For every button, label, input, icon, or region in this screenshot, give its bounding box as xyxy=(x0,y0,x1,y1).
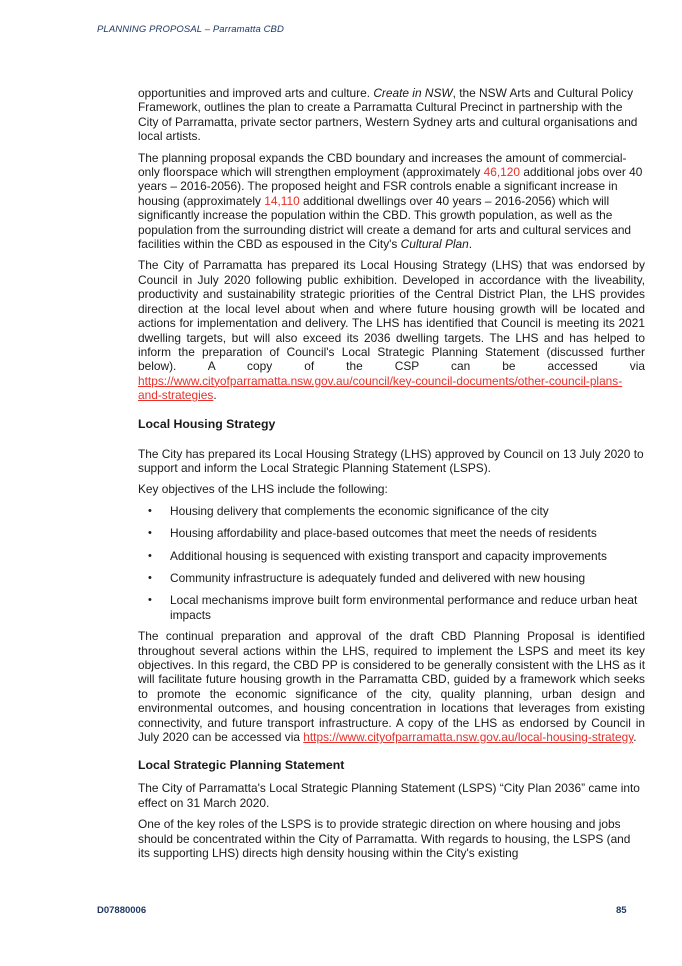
paragraph-culture xyxy=(138,86,645,144)
list-item xyxy=(138,526,645,540)
bullet-icon: • xyxy=(148,527,152,540)
paragraph-lhs-approved: The City has prepared its Local Housing Strategy (LHS) approved by Council on 13 July 2020 to support and inform the Local Strategic Planning Statement (LSPS). xyxy=(138,446,644,475)
list-item-text: Local mechanisms improve built form environmental performance and reduce urban heat impacts xyxy=(170,593,638,622)
text-run: , the NSW Arts and Cultural Policy Framework, outlines the plan to create a Parramatta Cultural Precinct in partnership with the City of Parramatta, private sector partners, Western Sydney arts and cultural organisations and local artists. xyxy=(138,86,638,144)
page-number: 85 xyxy=(616,905,627,916)
list-item-text: Additional housing is sequenced with existing transport and capacity improvements xyxy=(170,548,607,563)
text-run: . xyxy=(468,237,473,252)
paragraph-lhs-intro xyxy=(138,258,645,402)
list-item xyxy=(138,549,645,563)
list-item-text: Housing affordability and place-based outcomes that meet the needs of residents xyxy=(170,526,597,541)
text-run: additional dwellings over 40 years – 2016-2056) which will significantly increase the population within the CBD. This growth population, as well as the population from the surrounding district will create a demand for arts and cultural services and facilities within the CBD as espoused in the City's xyxy=(138,193,632,252)
lhs-link[interactable]: https://www.cityofparramatta.nsw.gov.au/local-housing-strategy xyxy=(303,730,634,745)
text-run: The continual preparation and approval of the draft CBD Planning Proposal is identified throughout several actions within the LHS, required to implement the LSPS and meet its key objectives. In this regard, the CBD PP is considered to be generally consistent with the LHS as it will facilitate future housing growth in the Parramatta CBD, guided by a framework which seeks to promote the economic significance of the city, quality planning, urban design and environmental outcomes, and housing concentration in locations that leverages from existing connectivity, and future transport infrastructure. A copy of the LHS as endorsed by Council in July 2020 can be accessed via xyxy=(138,629,645,745)
document-code: D07880006 xyxy=(97,905,147,916)
jobs-figure: 46,120 xyxy=(483,165,521,180)
paragraph-expansion xyxy=(138,151,645,252)
page-body xyxy=(138,86,645,867)
document-title-create-in-nsw: Create in NSW xyxy=(373,86,453,100)
csp-link[interactable]: https://www.cityofparramatta.nsw.gov.au/council/key-council-documents/other-council-plans-and-strategies xyxy=(138,373,623,403)
bullet-icon: • xyxy=(148,504,152,517)
document-title-cultural-plan: Cultural Plan xyxy=(400,237,469,252)
running-header: PLANNING PROPOSAL – Parramatta CBD xyxy=(97,24,284,35)
list-item-text: Community infrastructure is adequately funded and delivered with new housing xyxy=(170,570,586,585)
paragraph-key-objectives: Key objectives of the LHS include the following: xyxy=(138,482,388,497)
text-run: opportunities and improved arts and culture. xyxy=(138,86,374,100)
bullet-icon: • xyxy=(148,594,152,607)
text-run: additional jobs over 40 years – 2016-2056). The proposed height and FSR controls enable a significant increase in housing (approximately xyxy=(138,165,643,208)
paragraph-city-plan-2036: The City of Parramatta's Local Strategic Planning Statement (LSPS) “City Plan 2036” came into effect on 31 March 2020. xyxy=(138,781,640,810)
list-item xyxy=(138,593,645,622)
bullet-icon: • xyxy=(148,571,152,584)
text-run: . xyxy=(633,730,637,745)
text-run: . xyxy=(213,388,217,403)
objectives-list xyxy=(138,504,645,622)
heading-local-strategic-planning-statement: Local Strategic Planning Statement xyxy=(138,758,345,773)
heading-local-housing-strategy: Local Housing Strategy xyxy=(138,416,276,431)
text-run: The City of Parramatta has prepared its Local Housing Strategy (LHS) that was endorsed by Council in July 2020 following public exhibition. Developed in accordance with the liveability, productivity and sustainability strategic priorities of the Central District Plan, the LHS provides direction at the local level about when and where future housing growth will be located and actions for implementation and delivery. The LHS has identified that Council is meeting its 2021 dwelling targets, but will also exceed its 2036 dwelling targets. The LHS and has helped to inform the preparation of Council's Local Strategic Planning Statement (discussed further below). A copy of the CSP can be accessed via xyxy=(138,258,645,374)
list-item xyxy=(138,504,645,518)
bullet-icon: • xyxy=(148,549,152,562)
paragraph-cbd-pp xyxy=(138,629,645,744)
list-item xyxy=(138,571,645,585)
dwellings-figure: 14,110 xyxy=(264,193,300,208)
text-run: The planning proposal expands the CBD boundary and increases the amount of commercial-only floorspace which will strengthen employment (approximately xyxy=(138,150,627,180)
list-item-text: Housing delivery that complements the economic significance of the city xyxy=(170,503,549,518)
paragraph-lsps-role: One of the key roles of the LSPS is to provide strategic direction on where housing and jobs should be concentrated within the City of Parramatta. With regards to housing, the LSPS (and its supporting LHS) directs high density housing within the City's existing xyxy=(138,817,631,861)
